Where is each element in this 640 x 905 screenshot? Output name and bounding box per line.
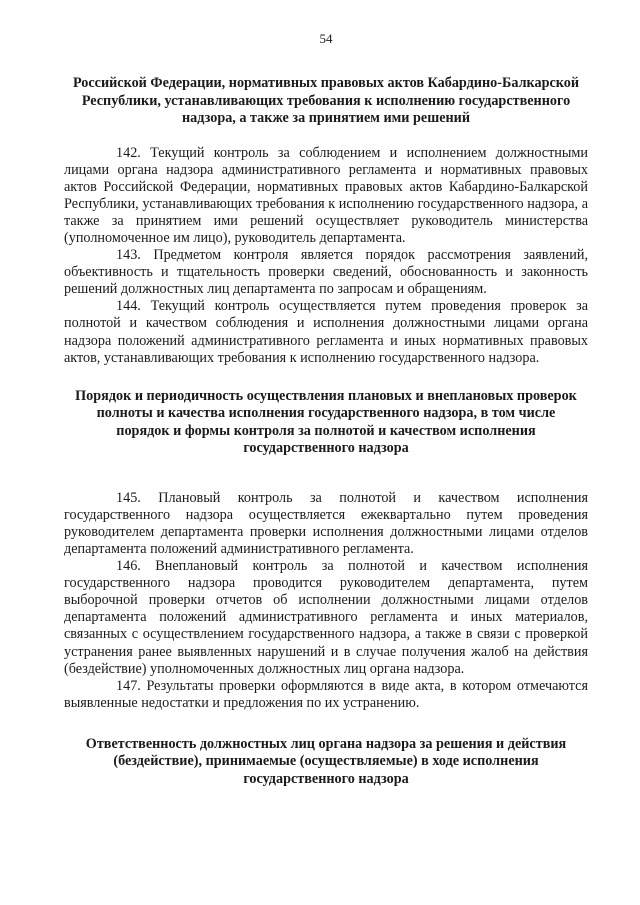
page-number: 54 — [319, 31, 333, 46]
section-heading-inspections: Порядок и периодичность осуществления плановых и внеплановых проверок полноты и качества исполнения государственного надзора, в том числе порядок и формы контроля за полнотой и качеством исполнения государственного надзора — [75, 387, 577, 457]
paragraph-143: 143. Предметом контроля является порядок рассмотрения заявлений, объективность и тщательность проверки сведений, обоснованность и законность решений должностных лиц департамента по запросам и обращениям. — [64, 247, 588, 298]
paragraph-146: 146. Внеплановый контроль за полнотой и качеством исполнения государственного надзора проводится руководителем департамента, путем выборочной проверки отчетов об исполнении должностными лицами отделов департамента положений административного регламента и иных материалов, связанных с осуществлением государственного надзора, а также в связи с проверкой устранения ранее выявленных нарушений и в случае получения жалоб на действия (бездействие) уполномоченных должностных лиц органа надзора. — [64, 558, 588, 677]
paragraph-142: 142. Текущий контроль за соблюдением и исполнением должностными лицами органа надзора административного регламента и нормативных правовых актов Российской Федерации, нормативных правовых актов Кабардино-Балкарской Республики, устанавливающих требования к исполнению государственного надзора, а также за принятием ими решений осуществляет руководитель министерства (уполномоченное им лицо), руководитель департамента. — [64, 144, 588, 246]
paragraph-145: 145. Плановый контроль за полнотой и качеством исполнения государственного надзора осуществляется ежеквартально путем проведения руководителем департамента проверки исполнения должностными лицами отделов департамента положений административного регламента. — [64, 489, 588, 557]
section-heading-continued: Российской Федерации, нормативных правовых актов Кабардино-Балкарской Республики, устанавливающих требования к исполнению государственного надзора, а также за принятием ими решений — [72, 75, 580, 126]
section-heading-responsibility: Ответственность должностных лиц органа надзора за решения и действия (бездействие), принимаемые (осуществляемые) в ходе исполнения государственного надзора — [85, 735, 567, 787]
paragraph-144: 144. Текущий контроль осуществляется путем проведения проверок за полнотой и качеством соблюдения и исполнения должностными лицами органа надзора положений административного регламента и иных нормативных правовых актов, устанавливающих требования к исполнению государственного надзора. — [64, 298, 588, 366]
paragraph-147: 147. Результаты проверки оформляются в виде акта, в котором отмечаются выявленные недостатки и предложения по их устранению. — [64, 677, 588, 711]
